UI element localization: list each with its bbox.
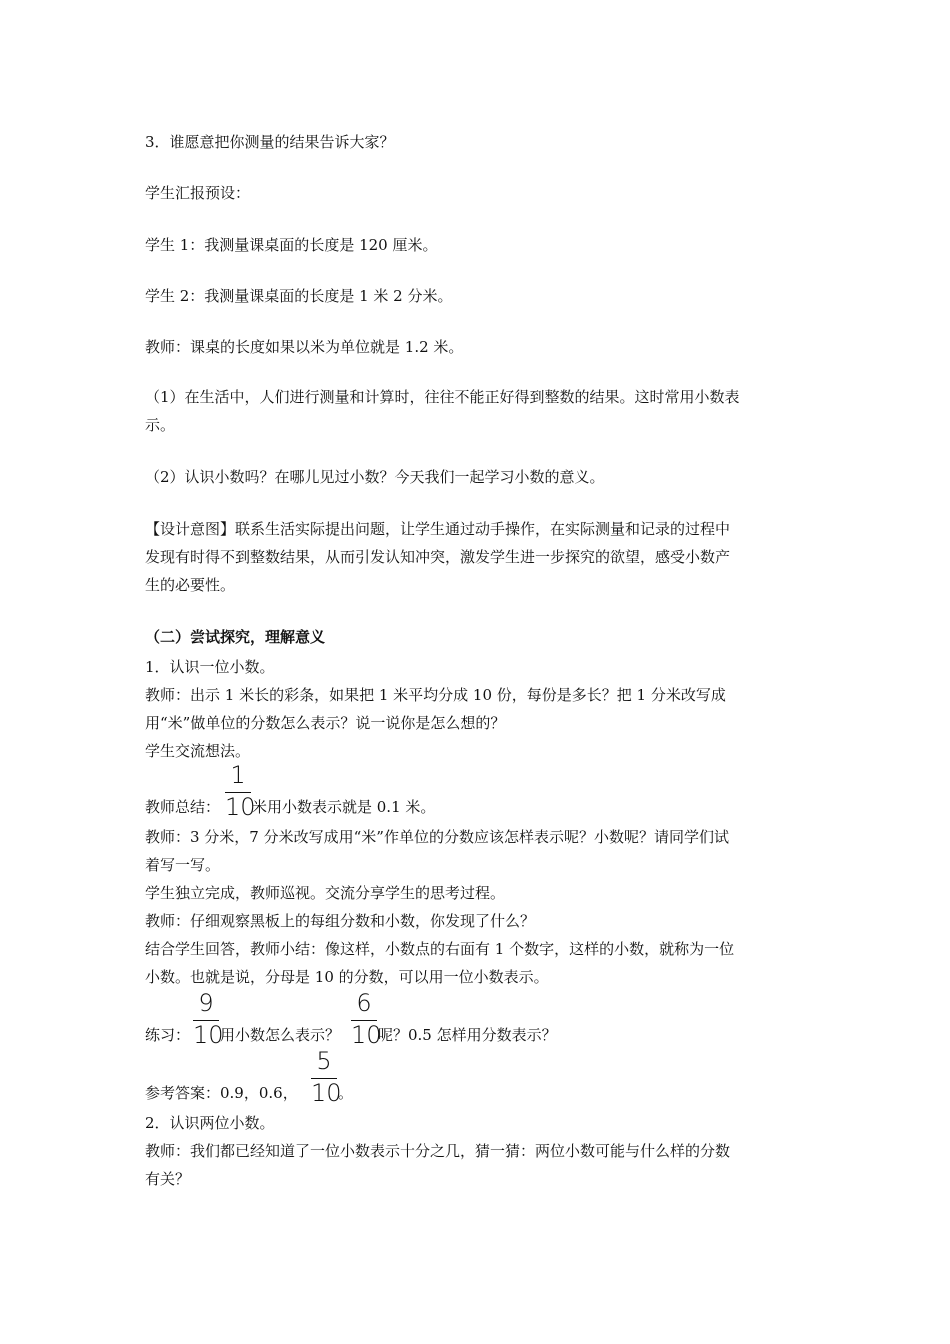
fraction-denominator: 10: [311, 1079, 342, 1107]
fraction-numerator: 6: [356, 989, 372, 1017]
fraction-denominator: 10: [351, 1021, 382, 1049]
exercise-middle: 用小数怎么表示？: [220, 1026, 341, 1044]
exercise-line: [145, 990, 845, 1050]
exercise-prefix: 练习：: [145, 1026, 191, 1044]
teacher-guess-line-1: 教师：我们都已经知道了一位小数表示十分之几，猜一猜：两位小数可能与什么样的分数: [145, 1142, 731, 1160]
reference-answer-suffix: 。: [338, 1084, 354, 1102]
teacher-summary-2a: 结合学生回答，教师小结：像这样，小数点的右面有 1 个数字，这样的小数，就称为一位: [145, 940, 735, 958]
fraction-numerator: 9: [198, 989, 214, 1017]
subheading-two-decimal: 2．认识两位小数。: [145, 1114, 275, 1132]
teacher-summary-prefix: 教师总结：: [145, 798, 221, 816]
design-intent-line-1: 【设计意图】联系生活实际提出问题，让学生通过动手操作，在实际测量和记录的过程中: [145, 520, 731, 538]
teacher-summary-2b: 小数。也就是说，分母是 10 的分数，可以用一位小数表示。: [145, 968, 549, 986]
student-exchange: 学生交流想法。: [145, 742, 251, 760]
paragraph-student-2: 学生 2：我测量课桌面的长度是 1 米 2 分米。: [145, 287, 453, 305]
paragraph-point-2: （2）认识小数吗？在哪儿见过小数？今天我们一起学习小数的意义。: [145, 468, 605, 486]
teacher-observe: 教师：仔细观察黑板上的每组分数和小数，你发现了什么？: [145, 912, 536, 930]
exercise-suffix: 呢？0.5 怎样用分数表示？: [378, 1026, 557, 1044]
paragraph-student-1: 学生 1：我测量课桌面的长度是 120 厘米。: [145, 236, 438, 254]
reference-answer-prefix: 参考答案：0.9，0.6，: [145, 1084, 298, 1102]
subheading-one-decimal: 1．认识一位小数。: [145, 658, 275, 676]
fraction-6-10: [351, 989, 382, 1050]
reference-answer-line: [145, 1048, 845, 1108]
paragraph-point-1-line-2: 示。: [145, 416, 176, 434]
paragraph-question-3: 3．谁愿意把你测量的结果告诉大家？: [145, 133, 395, 151]
paragraph-point-1-line-1: （1）在生活中，人们进行测量和计算时，往往不能正好得到整数的结果。这时常用小数表: [145, 388, 740, 406]
teacher-line-2a: 教师：3 分米，7 分米改写成用“米”作单位的分数应该怎样表示呢？小数呢？请同学们试: [145, 828, 729, 846]
paragraph-student-report: 学生汇报预设：: [145, 184, 251, 202]
fraction-5-10: [311, 1047, 342, 1108]
fraction-denominator: 10: [193, 1021, 224, 1049]
teacher-line-2b: 着写一写。: [145, 856, 221, 874]
section-heading-2: （二）尝试探究，理解意义: [145, 628, 326, 646]
teacher-summary-line: [145, 762, 845, 822]
teacher-guess-line-2: 有关？: [145, 1170, 191, 1188]
fraction-1-10: [225, 761, 256, 822]
fraction-numerator: 5: [316, 1047, 332, 1075]
teacher-line-1b: 用“米”做单位的分数怎么表示？说一说你是怎么想的？: [145, 714, 506, 732]
design-intent-line-2: 发现有时得不到整数结果，从而引发认知冲突，激发学生进一步探究的欲望，感受小数产: [145, 548, 731, 566]
design-intent-line-3: 生的必要性。: [145, 576, 236, 594]
fraction-numerator: 1: [230, 761, 246, 789]
fraction-denominator: 10: [225, 793, 256, 821]
teacher-line-1a: 教师：出示 1 米长的彩条，如果把 1 米平均分成 10 份，每份是多长？把 1 分米改写成: [145, 686, 726, 704]
teacher-summary-suffix: 米用小数表示就是 0.1 米。: [252, 798, 436, 816]
fraction-9-10: [193, 989, 224, 1050]
paragraph-teacher-1: 教师：课桌的长度如果以米为单位就是 1.2 米。: [145, 338, 464, 356]
student-independent: 学生独立完成，教师巡视。交流分享学生的思考过程。: [145, 884, 506, 902]
